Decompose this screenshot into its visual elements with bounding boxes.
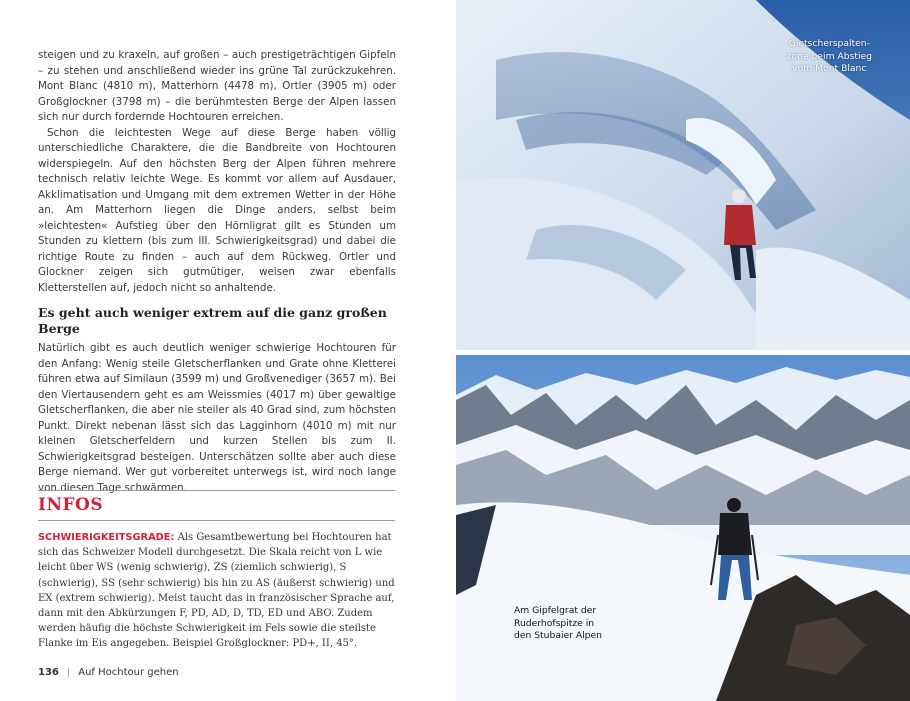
infos-divider-top (38, 490, 395, 491)
photo-caption-bottom (514, 605, 602, 643)
page-footer (38, 667, 179, 678)
caption-line: zone beim Abstieg (786, 50, 872, 62)
caption-line: den Stubaier Alpen (514, 630, 602, 641)
infos-title: INFOS (38, 495, 104, 515)
paragraph-3: Natürlich gibt es auch deutlich weniger schwierige Hochtouren für den Anfang: Wenig steile Gletscherflanken und Grate ohne Kletterei führen etwa auf Similaun (3599 m) und Großvenediger (3657 m). Bei den Viertausendern geht es am Weissmies (4017 m) über gewaltige Gletscherflanken, die aber nie steiler als 40 Grad sind, zum höchsten Punkt. Direkt nebenan lässt sich das Lagginhorn (4010 m) mit nur kleinen Gletscherfeldern und kurzen Stellen bis zum II. Schwierigkeitsgrad besteigen. Unterschätzen sollte aber auch diese Berge niemand. Wer gut vorbereitet unterwegs ist, wird noch lange von diesen Tage schwärmen. (38, 342, 396, 494)
infos-divider-bottom (38, 520, 395, 521)
infos-box (38, 530, 396, 652)
caption-line: Am Gipfelgrat der (514, 605, 597, 616)
caption-line: vom Mont Blanc (792, 63, 867, 74)
footer-section: Auf Hochtour gehen (78, 667, 179, 678)
photo-summit-ridge (456, 355, 910, 701)
caption-line: Gletscherspalten- (788, 38, 870, 49)
page-number: 136 (38, 667, 59, 678)
infos-term: SCHWIERIGKEITSGRADE: (38, 532, 175, 543)
section-heading: Es geht auch weniger extrem auf die ganz großen Berge (38, 305, 387, 336)
body-text (38, 48, 396, 496)
mountain-panorama-illustration (456, 355, 910, 701)
caption-line: Ruderhofspitze in (514, 617, 595, 629)
photo-caption-top (787, 38, 872, 76)
infos-body: Als Gesamtbewertung bei Hochtouren hat sich das Schweizer Modell durchgesetzt. Die Skala reicht von L wie leicht über WS (wenig schwierig), ZS (ziemlich schwierig), S (schwierig), SS (sehr schwierig) bis hin zu AS (äußerst schwierig) und EX (extrem schwierig). Meist taucht das in französischer Sprache auf, dann mit den Abkürzungen F, PD, AD, D, TD, ED und ABO. Zudem werden häufig die höchste Schwierigkeit im Fels sowie die steilste Flanke im Eis angegeben. Beispiel Großglockner: PD+, II, 45°. (38, 532, 395, 650)
paragraph-1: steigen und zu kraxeln, auf großen – auch prestigeträchtigen Gipfeln – zu stehen und anschließend wieder ins grüne Tal zurückzukehren. Mont Blanc (4810 m), Matterhorn (4478 m), Ortler (3905 m) oder Großglockner (3798 m) – die berühmtesten Berge der Alpen lassen sich nur durch fordernde Hochtouren erreichen. (38, 49, 396, 123)
paragraph-2: Schon die leichtesten Wege auf diese Berge haben völlig unterschiedliche Charaktere, die die Bandbreite von Hochtouren widerspiegeln. Auf den höchsten Berg der Alpen führen mehrere technisch relativ leichte Wege. Es kommt vor allem auf Ausdauer, Akklimatisation und Umgang mit dem extremen Wetter in der Höhe an. Am Matterhorn liegen die Dinge anders, selbst beim »leichtesten« Aufstieg über den Hörnligrat gilt es Stunden um Stunden zu klettern (bis zum III. Schwierigkeitsgrad) und dabei die richtige Route zu finden – auch auf dem Rückweg. Ortler und Glockner zeigen sich gutmütiger, weisen zwar ebenfalls Kletterstellen auf, jedoch nicht so anhaltende. (38, 126, 396, 294)
footer-separator: | (66, 667, 71, 678)
photo-glacier-crevasses (456, 0, 910, 350)
